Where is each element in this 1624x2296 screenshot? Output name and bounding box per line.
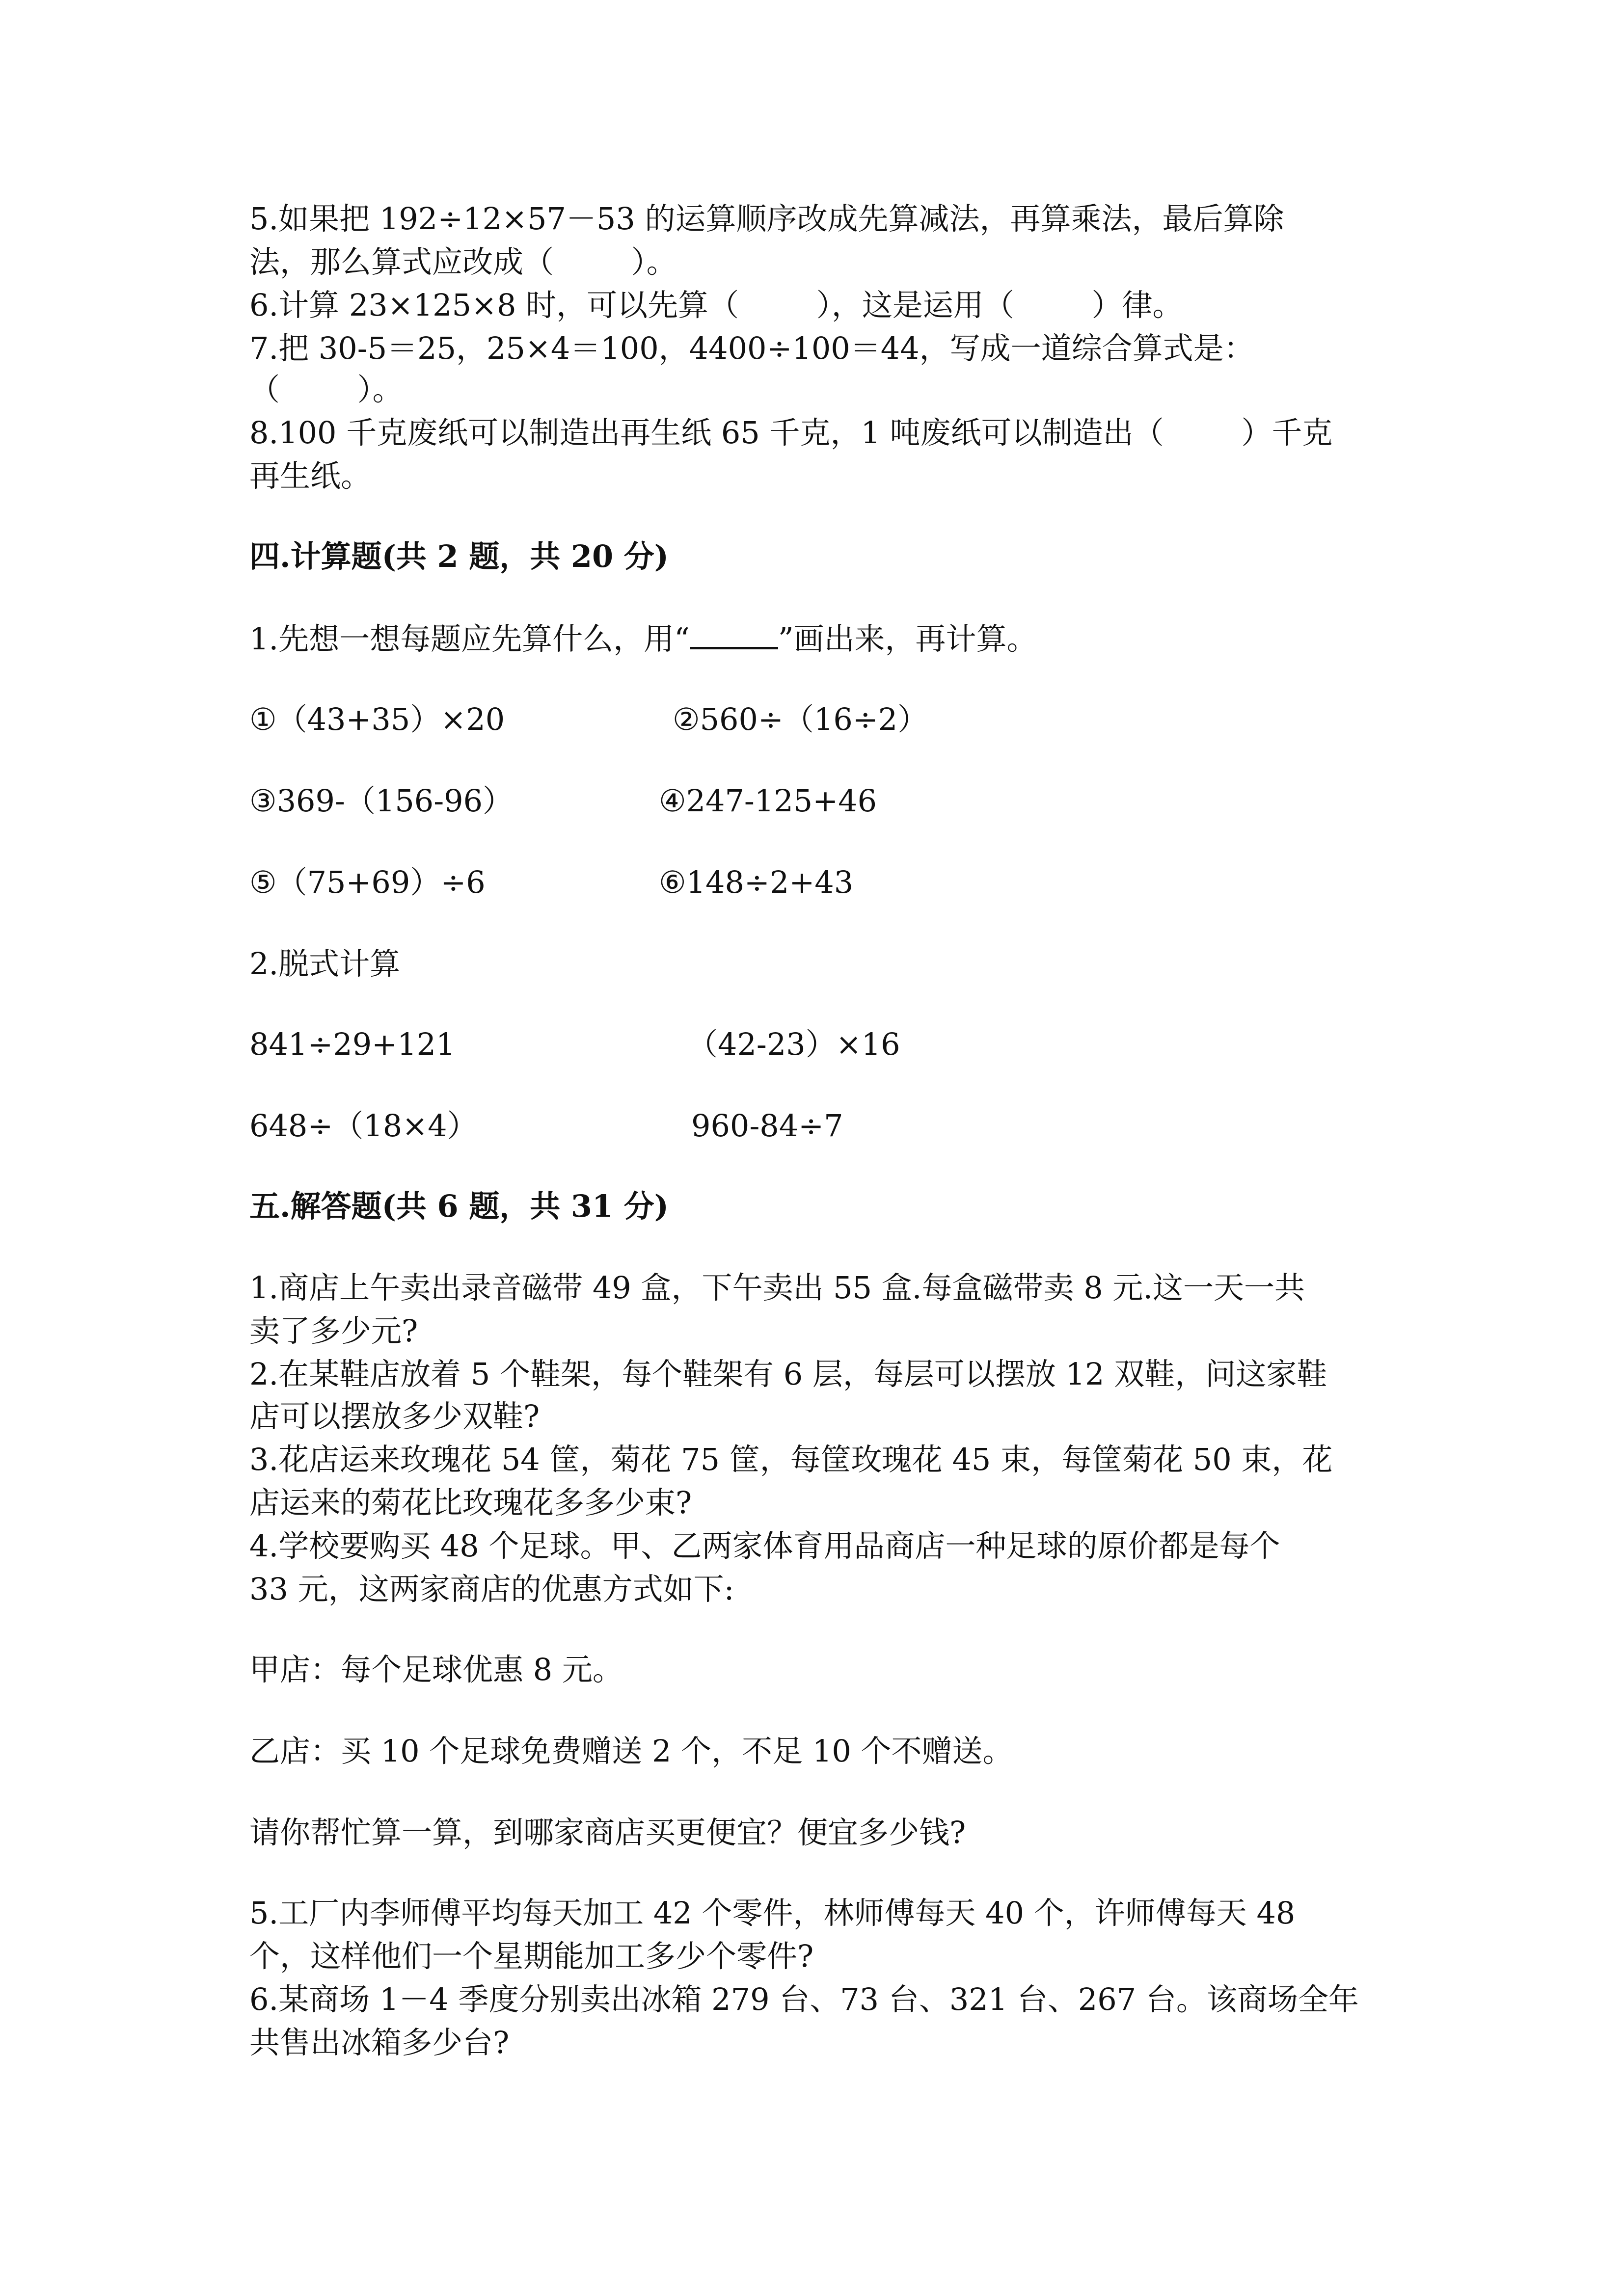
calc-item-6: ⑥148÷2+43 (659, 864, 854, 900)
word-problem-q4-shop-b: 乙店：买 10 个足球免费赠送 2 个，不足 10 个不赠送。 (249, 1733, 1013, 1769)
calc-q2-item-3: 648÷（18×4） (249, 1108, 478, 1144)
word-problem-q4-shop-a: 甲店：每个足球优惠 8 元。 (249, 1652, 623, 1687)
word-problem-q5-line1: 5.工厂内李师傅平均每天加工 42 个零件，林师傅每天 40 个，许师傅每天 48 (249, 1895, 1296, 1931)
word-problem-q6-line1: 6.某商场 1－4 季度分别卖出冰箱 279 台、73 台、321 台、267 台。该商场全年 (249, 1981, 1359, 2017)
section4-heading: 四.计算题(共 2 题，共 20 分) (249, 538, 669, 574)
fill-blank-q6: 6.计算 23×125×8 时，可以先算（ ），这是运用（ ）律。 (249, 287, 1183, 323)
calc-q1-instruction (249, 617, 1037, 661)
section5-heading: 五.解答题(共 6 题，共 31 分) (249, 1188, 669, 1224)
fill-blank-q7-line2: （ ）。 (249, 372, 403, 407)
fill-blank-q8-line2: 再生纸。 (249, 458, 372, 494)
word-problem-q5-line2: 个，这样他们一个星期能加工多少个零件? (249, 1938, 814, 1974)
calc-q1-prefix: 1.先想一想每题应先算什么，用“ (249, 621, 690, 657)
word-problem-q3-line1: 3.花店运来玫瑰花 54 筐，菊花 75 筐，每筐玫瑰花 45 束，每筐菊花 50 束，花 (249, 1442, 1333, 1477)
calc-item-3: ③369-（156-96） (249, 783, 514, 819)
fill-blank-q8-line1: 8.100 千克废纸可以制造出再生纸 65 千克，1 吨废纸可以制造出（ ）千克 (249, 415, 1333, 451)
word-problem-q3-line2: 店运来的菊花比玫瑰花多多少束? (249, 1485, 692, 1521)
word-problem-q2-line2: 店可以摆放多少双鞋? (249, 1398, 540, 1434)
underline-mark (690, 621, 778, 649)
calc-item-4: ④247-125+46 (659, 783, 877, 819)
fill-blank-q7-line1: 7.把 30-5＝25，25×4＝100，4400÷100＝44，写成一道综合算式是： (249, 330, 1254, 366)
calc-item-1: ①（43+35）×20 (249, 701, 505, 737)
calc-q2-item-2: （42-23）×16 (687, 1026, 900, 1062)
word-problem-q6-line2: 共售出冰箱多少台? (249, 2025, 510, 2060)
word-problem-q1-line2: 卖了多少元? (249, 1313, 418, 1349)
calc-item-2: ②560÷（16÷2） (673, 701, 928, 737)
calc-q2-item-1: 841÷29+121 (249, 1026, 456, 1062)
calc-item-5: ⑤（75+69）÷6 (249, 864, 486, 900)
calc-q2-item-4: 960-84÷7 (691, 1108, 843, 1144)
word-problem-q2-line1: 2.在某鞋店放着 5 个鞋架，每个鞋架有 6 层，每层可以摆放 12 双鞋，问这家鞋 (249, 1356, 1327, 1392)
word-problem-q4-line1: 4.学校要购买 48 个足球。甲、乙两家体育用品商店一种足球的原价都是每个 (249, 1528, 1280, 1564)
fill-blank-q5-line2: 法，那么算式应改成（ ）。 (249, 244, 677, 280)
calc-q1-suffix: ”画出来，再计算。 (778, 621, 1037, 657)
word-problem-q1-line1: 1.商店上午卖出录音磁带 49 盒，下午卖出 55 盒.每盒磁带卖 8 元.这一天一共 (249, 1270, 1305, 1306)
fill-blank-q5-line1: 5.如果把 192÷12×57－53 的运算顺序改成先算减法，再算乘法，最后算除 (249, 201, 1284, 237)
calc-q2-title: 2.脱式计算 (249, 946, 401, 982)
word-problem-q4-question: 请你帮忙算一算，到哪家商店买更便宜？便宜多少钱? (249, 1815, 966, 1850)
word-problem-q4-line2: 33 元，这两家商店的优惠方式如下: (249, 1571, 734, 1607)
